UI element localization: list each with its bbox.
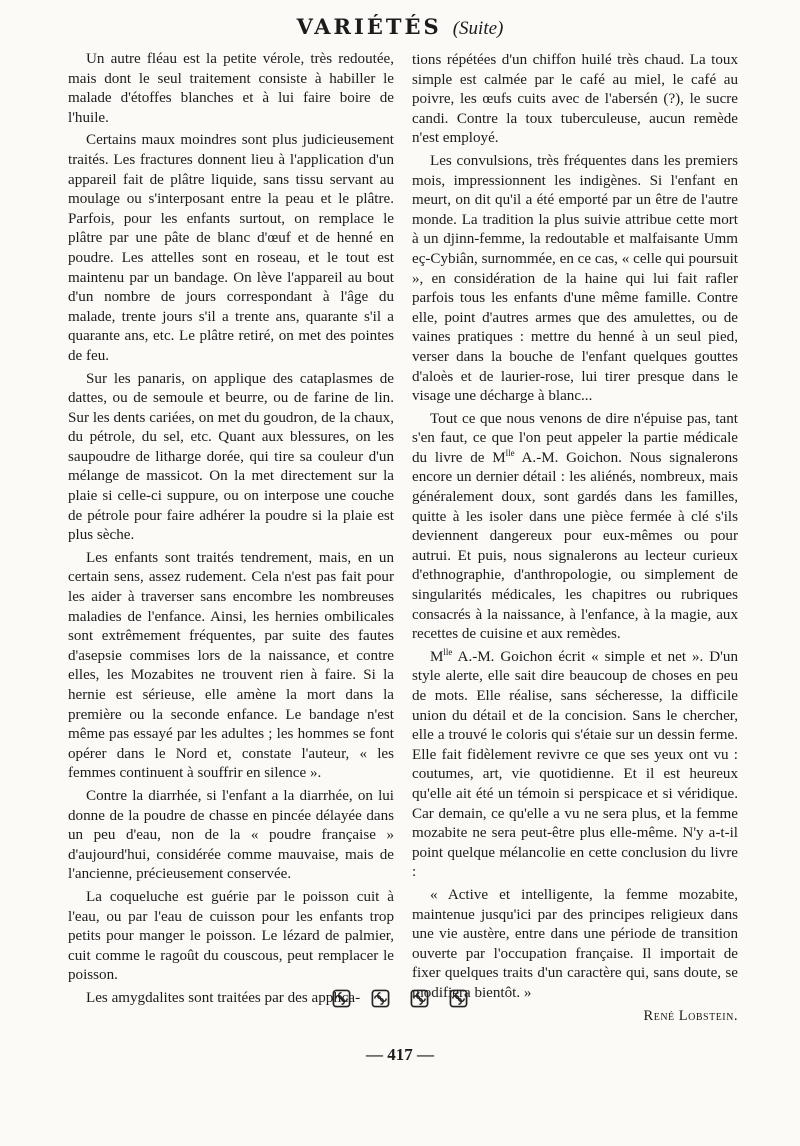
section-title: VARIÉTÉS	[296, 14, 442, 39]
paragraph: Les convulsions, très fréquentes dans les premiers mois, impressionnent les indigènes. Si l'enfant en meurt, on dit qu'il a été emporté par un être de l'autre monde. La tradition la plus suivie attribue cette mort à un djinn-femme, la redoutable et malfaisante Umm eç-Cybiân, surnommée, en ce cas, « celle qui poursuit », en considération de la haine qui lui fait rafler parfois tous les enfants d'une même famille. Contre elle, point d'autres armes que des amulettes, ou de vaines pratiques : mettre du henné à un seul pied, verser dans la bouche de l'enfant quelques gouttes d'aloès et de laurier-rose, lui tirer presque dans le visage une décharge à blanc...	[412, 152, 738, 405]
paragraph: Certains maux moindres sont plus judicieusement traités. Les fractures donnent lieu à l'application d'un appareil fait de plâtre liquide, sans tissu servant au moulage ou s'interposant entre la peau et le plâtre. Parfois, pour les enfants surtout, on remplace le plâtre par une pâte de blanc d'œuf et de henné en poudre. Les attelles sont en roseau, et le tout est maintenu par un bandage. On lève l'appareil au bout d'un nombre de jours correspondant à l'âge du malade, trente jours s'il a trente ans, quarante s'il a quarante ans, etc. Le plâtre retiré, on met des pointes de feu.	[68, 132, 394, 364]
ornament-row	[0, 989, 800, 1008]
ornament-icon	[449, 989, 468, 1008]
paragraph: Les enfants sont traités tendrement, mais, en un certain sens, assez rudement. Cela n'est pas fait pour les aider à traverser sans encombre les nombreuses maladies de l'enfance. Ainsi, les hernies ombilicales sont extrêmement fréquentes, par suite des fautes d'asepsie commises lors de la naissance, et contre elles, les Mozabites ne trouvent rien à faire. Si la hernie est sérieuse, elle amène la mort dans la première ou la seconde enfance. Le bandage n'est même pas essayé par les adultes ; les hommes se font opérer dans le Nord et, constate l'auteur, « les femmes continuent à souffrir en silence ».	[68, 549, 394, 782]
paragraph: Un autre fléau est la petite vérole, très redoutée, mais dont le seul traitement consiste à habiller le malade d'étoffes blanches et à lui faire boire de l'huile.	[68, 51, 394, 126]
quotation-paragraph: « Active et intelligente, la femme mozabite, maintenue jusqu'ici par des principes religieux dans une vie austère, entre dans une période de transition ouverte par l'occupation française. Il importait de fixer quelques traits d'un caractère qui, sans doute, se modifiera bientôt. »	[412, 886, 738, 1001]
superscript: lle	[505, 447, 515, 458]
paragraph: Les amygdalites sont traitées par des applica-	[86, 989, 361, 1006]
text-run: M	[430, 648, 444, 665]
text-run: Tout ce que nous venons de dire n'épuise pas, tant s'en faut, ce que l'on peut appeler la partie médicale du livre de M	[412, 410, 738, 466]
text-run: A.-M. Goichon écrit « simple et net ». D'un style alerte, elle sait dire beaucoup de choses en peu de mots. Elle réalise, sans sécheresse, la difficile union du détail et de la concision. Sans le chercher, elle a trouvé le coloris qui s'étaie sur un dessin ferme. Elle fait fidèlement revivre ce que ses yeux ont vu : coutumes, art, vie quotidienne. Et il est heureux qu'elle ait été un témoin si perspicace et si véridique. Car demain, ce qu'elle a vu ne sera plus, et la femme mozabite ne sera peut-être plus elle-même. N'y a-t-il point quelque mélancolie en cette conclusion du livre :	[412, 648, 738, 881]
paragraph	[412, 648, 738, 883]
left-column	[68, 50, 394, 1012]
superscript: lle	[443, 646, 453, 657]
paragraph: La coqueluche est guérie par le poisson cuit à l'eau, ou par l'eau de cuisson pour les enfants trop petits pour manger le poisson. Le lézard de palmier, cuit comme le ragoût du couscous, peut remplacer le poisson.	[68, 888, 394, 984]
ornament-icon	[371, 989, 390, 1008]
section-title-suite: (Suite)	[452, 18, 504, 39]
page-number: — 417 —	[366, 1045, 434, 1064]
paragraph-continuation: tions répétées d'un chiffon huilé très chaud. La toux simple est calmée par le café au miel, le café au poivre, les œufs cuits avec de l'abersén (?), le sucre candi. Contre la toux tuberculeuse, aucun remède n'est employé.	[412, 52, 738, 147]
ornament-icon	[332, 989, 351, 1008]
paragraph: Contre la diarrhée, si l'enfant a la diarrhée, on lui donne de la poudre de chasse en pincée délayée dans un peu d'eau, non de la « poudre française » d'aujourd'hui, considérée comme mauvaise, mais de l'ancienne, précieusement conservée.	[68, 787, 394, 883]
author-signature: René Lobstein.	[643, 1007, 738, 1024]
ornament-icon	[410, 989, 429, 1008]
right-column	[412, 51, 738, 1026]
paragraph	[412, 410, 738, 645]
text-run: A.-M. Goichon. Nous signalerons encore un dernier détail : les aliénés, nombreux, mais généralement doux, sont gardés dans les familles, quitte à les isoler dans une pièce fermée à clé s'ils deviennent dangereux pour eux-mêmes ou pour autrui. Et puis, nous signalerons au lecteur curieux d'ethnographie, d'anthropologie, ou simplement de singularités médicales, les chapitres ou rubriques consacrés à la naissance, à l'enfance, à la magie, aux recettes de cuisine et aux remèdes.	[412, 449, 738, 643]
paragraph: Sur les panaris, on applique des cataplasmes de dattes, ou de semoule et beurre, ou de farine de lin. Sur les dents cariées, on met du goudron, de la chaux, du pétrole, du sel, etc. Quant aux blessures, on les saupoudre de litharge dorée, qui tire sa couleur d'un mélange de massicot. On la met directement sur la plaie si celle-ci suppure, ou on interpose une couche de pétrole pour faire adhérer la poudre si la plaie est plus sèche.	[68, 370, 394, 544]
page-header	[0, 14, 800, 40]
